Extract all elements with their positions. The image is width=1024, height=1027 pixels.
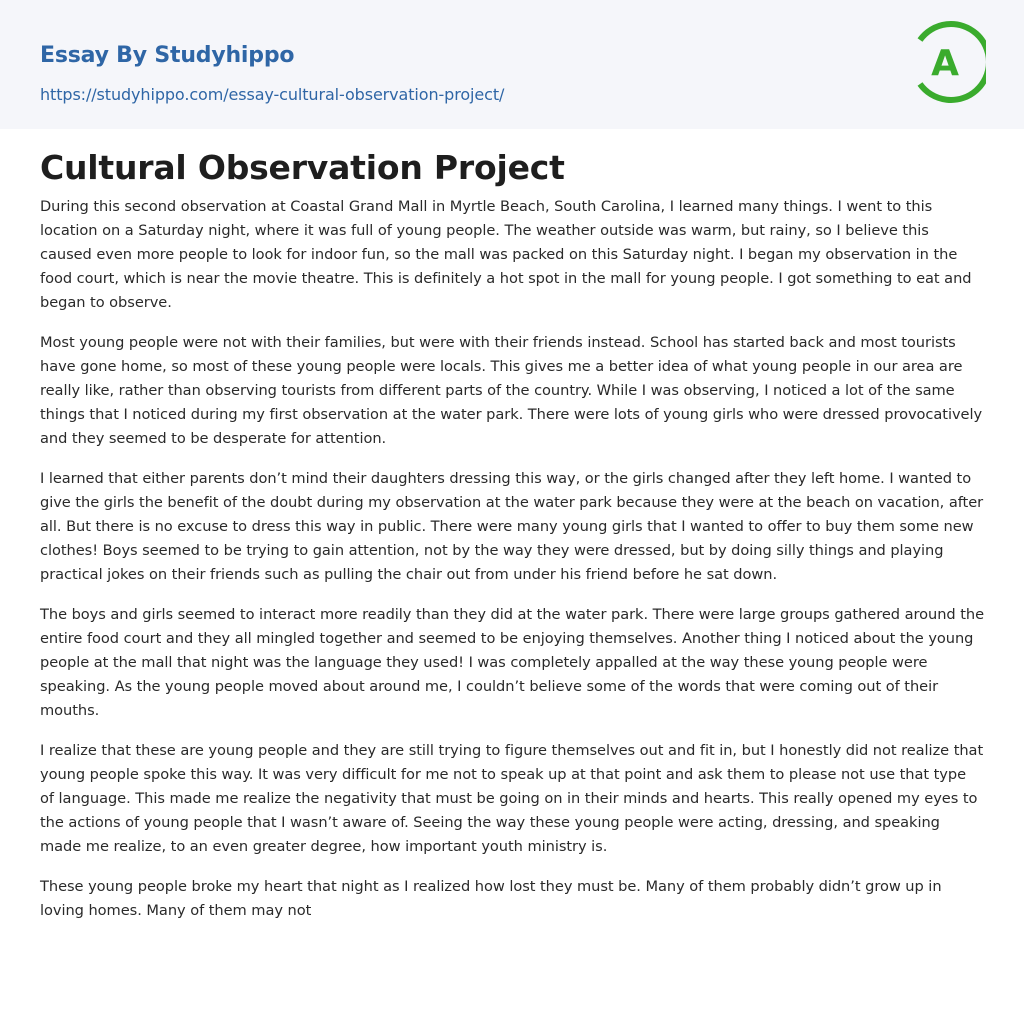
- essay-paragraph: I learned that either parents don’t mind their daughters dressing this way, or the girls changed after they left home. I wanted to give the girls the benefit of the doubt during my observation at the water park because they were at the beach on vacation, after all. But there is no excuse to dress this way in public. There were many young girls that I wanted to offer to buy them some new clothes! Boys seemed to be trying to gain attention, not by the way they were dressed, but by doing silly things and playing practical jokes on their friends such as pulling the chair out from under his friend before he sat down.: [40, 470, 984, 583]
- site-title[interactable]: Essay By Studyhippo: [40, 43, 295, 68]
- logo-letter: A: [931, 43, 959, 84]
- site-header: [0, 0, 1024, 129]
- essay-body: [40, 195, 984, 923]
- essay-paragraph: These young people broke my heart that night as I realized how lost they must be. Many of them probably didn’t grow up in loving homes. Many of them may not: [40, 878, 942, 919]
- essay-url-link[interactable]: https://studyhippo.com/essay-cultural-observation-project/: [40, 85, 505, 104]
- page-title: Cultural Observation Project: [40, 148, 565, 187]
- essay-paragraph: The boys and girls seemed to interact more readily than they did at the water park. There were large groups gathered around the entire food court and they all mingled together and seemed to be enjoying themselves. Another thing I noticed about the young people at the mall that night was the language they used! I was completely appalled at the way these young people were speaking. As the young people moved about around me, I couldn’t believe some of the words that were coming out of their mouths.: [40, 606, 984, 719]
- essay-paragraph: I realize that these are young people and they are still trying to figure themselves out and fit in, but I honestly did not realize that young people spoke this way. It was very difficult for me not to speak up at that point and ask them to please not use that type of language. This made me realize the negativity that must be going on in their minds and hearts. This really opened my eyes to the actions of young people that I wasn’t aware of. Seeing the way these young people were acting, dressing, and speaking made me realize, to an even greater degree, how important youth ministry is.: [40, 742, 984, 855]
- essay-main: [0, 149, 1024, 923]
- essay-paragraph: Most young people were not with their families, but were with their friends instead. School has started back and most tourists have gone home, so most of these young people were locals. This gives me a better idea of what young people in our area are really like, rather than observing tourists from different parts of the country. While I was observing, I noticed a lot of the same things that I noticed during my first observation at the water park. There were lots of young girls who were dressed provocatively and they seemed to be desperate for attention.: [40, 334, 983, 447]
- studyhippo-a-logo-icon: [914, 18, 986, 106]
- studyhippo-logo[interactable]: [914, 18, 986, 106]
- essay-paragraph: During this second observation at Coastal Grand Mall in Myrtle Beach, South Carolina, I learned many things. I went to this location on a Saturday night, where it was full of young people. The weather outside was warm, but rainy, so I believe this caused even more people to look for indoor fun, so the mall was packed on this Saturday night. I began my observation in the food court, which is near the movie theatre. This is definitely a hot spot in the mall for young people. I got something to eat and began to observe.: [40, 198, 972, 311]
